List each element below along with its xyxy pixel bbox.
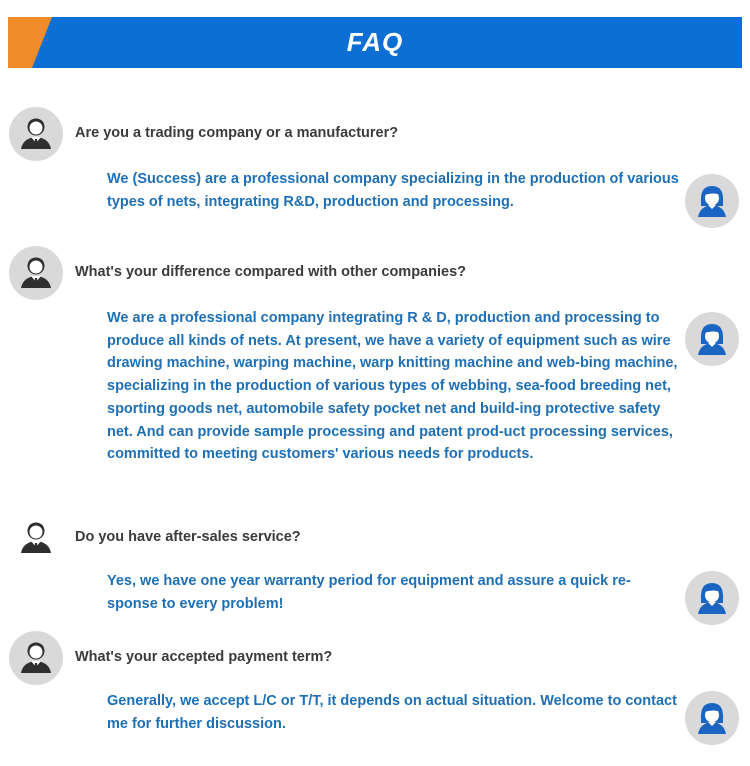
question-4: What's your accepted payment term? bbox=[75, 649, 333, 665]
page-title: FAQ bbox=[346, 27, 404, 57]
faq-banner bbox=[8, 17, 742, 68]
answer-4: Generally, we accept L/C or T/T, it depends on actual situation. Welcome to contact me for further discussion. bbox=[107, 693, 677, 732]
answer-2: We are a professional company integrating R & D, production and processing to produce all kinds of nets. At present, we have a variety of equipment such as wire drawing machine, warping machine, warp knitting machine and web-bing machine, specializing in the production of various types of webbing, sea-food breeding net, sporting goods net, automobile safety pocket net and build-ing protective safety net. And can provide sample processing and patent prod-uct processing services, committed to meeting customers' various needs for products. bbox=[107, 310, 678, 463]
question-3: Do you have after-sales service? bbox=[75, 529, 301, 545]
answer-1: We (Success) are a professional company specializing in the production of various types of nets, integrating R&D, production and processing. bbox=[107, 171, 679, 210]
customer-avatar-icon bbox=[9, 107, 63, 161]
support-avatar-icon bbox=[685, 571, 739, 625]
customer-avatar-icon bbox=[9, 246, 63, 300]
support-avatar-icon bbox=[685, 691, 739, 745]
question-2: What's your difference compared with other companies? bbox=[75, 264, 466, 280]
support-avatar-icon bbox=[685, 174, 739, 228]
answer-3: Yes, we have one year warranty period for equipment and assure a quick re-sponse to every problem! bbox=[107, 573, 631, 612]
customer-avatar-icon bbox=[9, 511, 63, 565]
support-avatar-icon bbox=[685, 312, 739, 366]
question-1: Are you a trading company or a manufacturer? bbox=[75, 125, 399, 141]
customer-avatar-icon bbox=[9, 631, 63, 685]
